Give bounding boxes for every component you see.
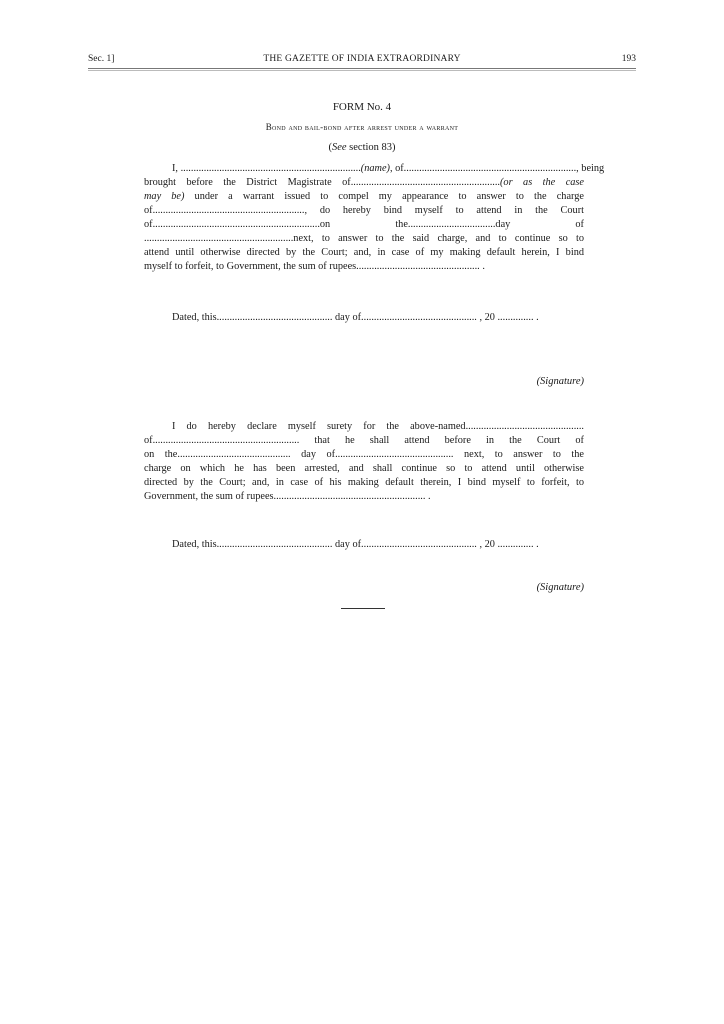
surety-line: I do hereby declare myself surety for the above-named.............................................. xyxy=(172,421,584,432)
surety-line: charge on which he has been arrested, and shall continue so to attend until otherwise xyxy=(144,463,584,474)
section-ref-text: section 83) xyxy=(346,142,396,153)
bond-line: brought before the District Magistrate of..........................................................(or as the case xyxy=(144,177,584,188)
surety-line: directed by the Court; and, in case of his making default therein, I bind myself to forfeit, to xyxy=(144,477,584,488)
surety-line: of......................................................... that he shall attend before in the Court of xyxy=(144,435,584,446)
signature-label: (Signature) xyxy=(536,376,584,387)
page-number: 193 xyxy=(621,54,636,64)
bond-line: attend until otherwise directed by the Court; and, in case of my making default herein, I bind xyxy=(144,247,584,258)
signature-label: (Signature) xyxy=(536,582,584,593)
gazette-title: THE GAZETTE OF INDIA EXTRAORDINARY xyxy=(263,54,461,64)
end-divider xyxy=(341,608,385,609)
bond-line: of.................................................................on the..................................day of xyxy=(144,219,584,230)
header-divider xyxy=(88,68,636,71)
bond-line: I, ......................................................................(name), of..................................................................., being xyxy=(172,163,605,174)
name-placeholder: (name) xyxy=(360,163,390,174)
dated-line: Dated, this............................................. day of............................................. , 20 .............. . xyxy=(172,539,539,550)
surety-paragraph xyxy=(144,420,584,504)
gazette-header xyxy=(88,52,636,68)
bond-line: myself to forfeit, to Government, the sum of rupees................................................ . xyxy=(144,261,485,272)
dated-line: Dated, this............................................. day of............................................. , 20 .............. . xyxy=(172,312,539,323)
section-label: Sec. 1] xyxy=(88,54,115,64)
see-word: See xyxy=(331,142,347,153)
surety-line: on the............................................ day of.............................................. next, to answer to the xyxy=(144,449,584,460)
section-reference: (See section 83) xyxy=(328,142,396,153)
form-subtitle: Bond and bail-bond after arrest under a warrant xyxy=(265,122,459,132)
surety-line: Government, the sum of rupees........................................................... . xyxy=(144,491,431,502)
bond-line: of..........................................................., do hereby bind myself to attend in the Court xyxy=(144,205,584,216)
bond-paragraph xyxy=(144,162,605,274)
form-title: FORM No. 4 xyxy=(332,101,392,113)
bond-line: ..........................................................next, to answer to the said charge, and to continue so to xyxy=(144,233,584,244)
bond-line: may be) under a warrant issued to compel my appearance to answer to the charge xyxy=(144,191,584,202)
